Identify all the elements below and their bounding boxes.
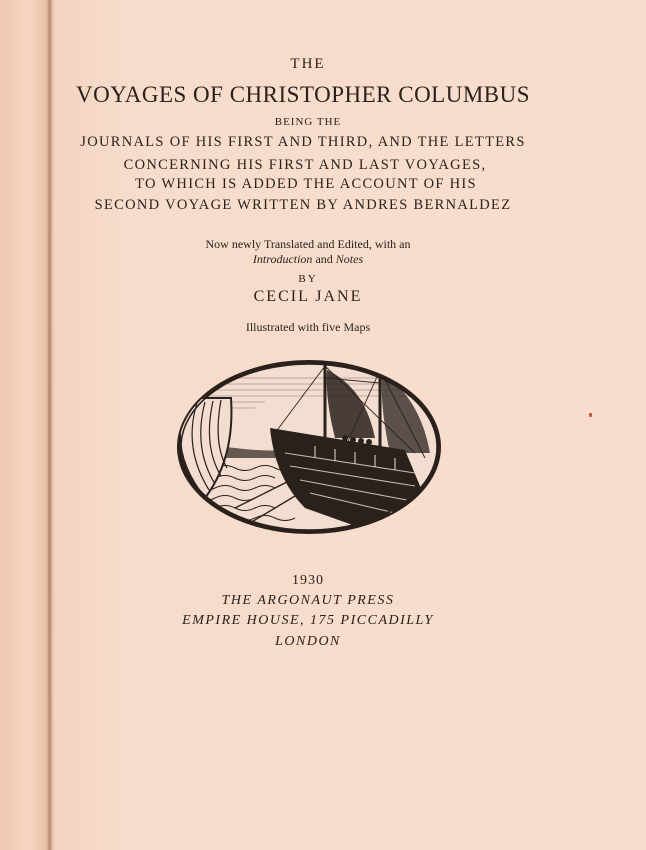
introduction-word: Introduction (252, 252, 313, 266)
title-article: THE (290, 56, 326, 72)
subtitle-line-2: CONCERNING HIS FIRST AND LAST VOYAGES, (123, 157, 487, 173)
publisher-name: THE ARGONAUT PRESS (221, 593, 395, 608)
by-line: BY (298, 273, 318, 285)
notes-word: Notes (335, 252, 364, 266)
subtitle-line-4: SECOND VOYAGE WRITTEN BY ANDRES BERNALDEZ (94, 197, 512, 213)
subtitle-line-1: JOURNALS OF HIS FIRST AND THIRD, AND THE LETTERS (80, 134, 526, 150)
ink-speck (589, 413, 592, 417)
translated-line: Now newly Translated and Edited, with an (205, 237, 411, 251)
publisher-address: EMPIRE HOUSE, 175 PICCADILLY (182, 613, 434, 628)
subtitle-line-3: TO WHICH IS ADDED THE ACCOUNT OF HIS (135, 176, 477, 192)
introduction-notes-line (253, 252, 363, 267)
ship-vignette-illustration (175, 358, 443, 536)
author-name: CECIL JANE (253, 288, 363, 305)
being-the-line: BEING THE (274, 116, 342, 128)
publication-year: 1930 (292, 573, 324, 588)
book-gutter (48, 0, 51, 850)
publisher-city: LONDON (275, 634, 341, 649)
illustrated-line: Illustrated with five Maps (245, 320, 371, 334)
and-word: and (315, 252, 333, 266)
main-title: VOYAGES OF CHRISTOPHER COLUMBUS (75, 82, 531, 107)
